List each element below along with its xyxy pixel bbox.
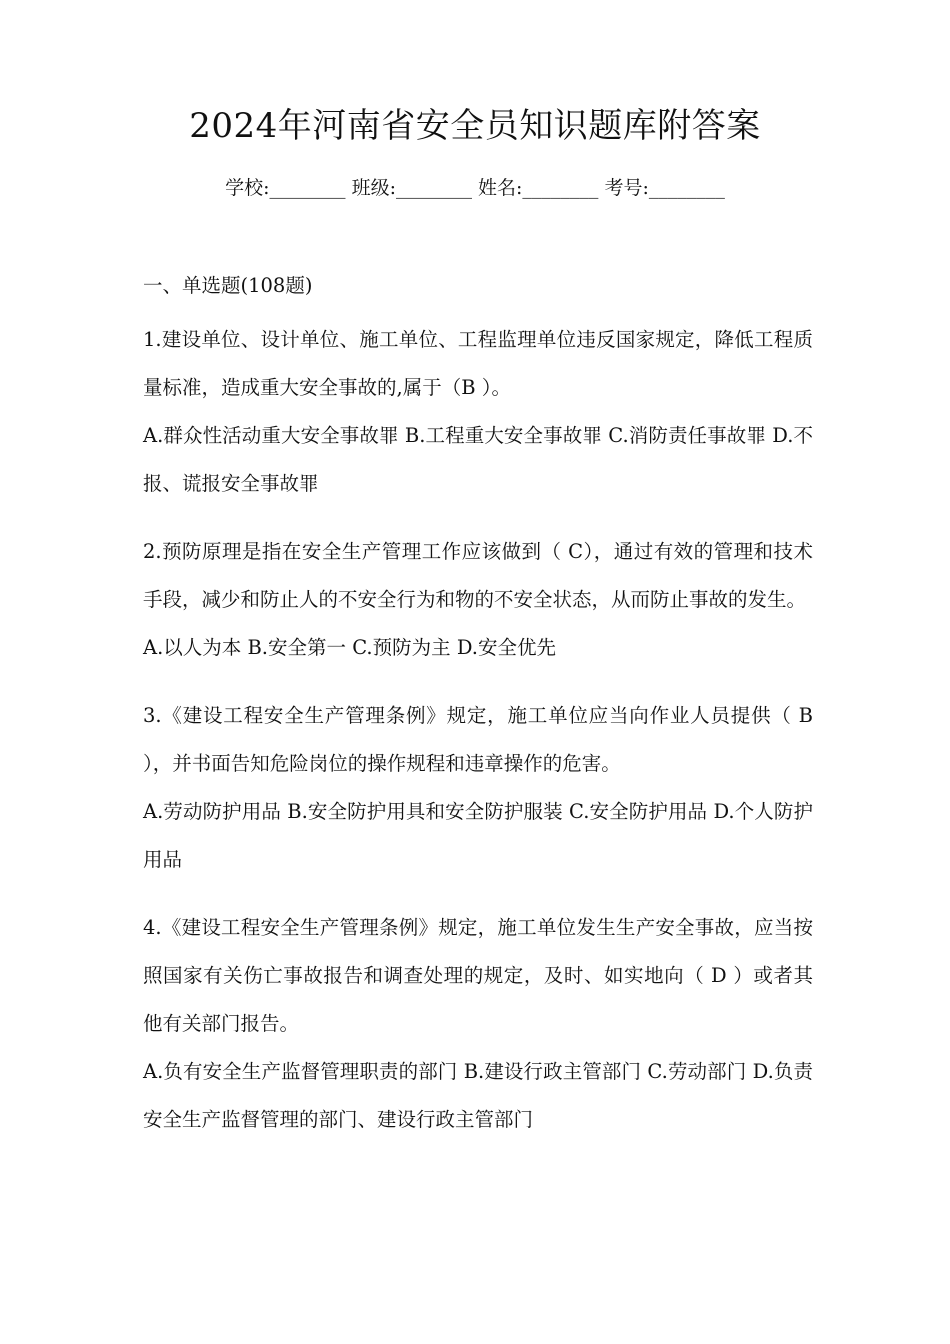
question-stem: 2.预防原理是指在安全生产管理工作应该做到（ C），通过有效的管理和技术手段，减少和防止人的不安全行为和物的不安全状态，从而防止事故的发生。 bbox=[143, 540, 813, 611]
question-stem: 3.《建设工程安全生产管理条例》规定，施工单位应当向作业人员提供（ B ），并书面告知危险岗位的操作规程和违章操作的危害。 bbox=[143, 704, 813, 775]
question-stem: 4.《建设工程安全生产管理条例》规定，施工单位发生生产安全事故，应当按照国家有关伤亡事故报告和调查处理的规定，及时、如实地向（ D ）或者其他有关部门报告。 bbox=[143, 916, 813, 1035]
question-options: A.以人为本 B.安全第一 C.预防为主 D.安全优先 bbox=[143, 636, 556, 659]
question-item bbox=[143, 316, 813, 508]
question-item bbox=[143, 904, 813, 1144]
document-body bbox=[143, 268, 813, 1164]
question-item bbox=[143, 692, 813, 884]
question-stem: 1.建设单位、设计单位、施工单位、工程监理单位违反国家规定，降低工程质量标准，造成重大安全事故的,属于（B ）。 bbox=[143, 328, 813, 399]
student-info-line: 学校:________ 班级:________ 姓名:________ 考号:________ bbox=[225, 177, 725, 199]
document-title: 2024年河南省安全员知识题库附答案 bbox=[189, 106, 761, 146]
question-options: A.群众性活动重大安全事故罪 B.工程重大安全事故罪 C.消防责任事故罪 D.不报、谎报安全事故罪 bbox=[143, 424, 813, 495]
question-options: A.劳动防护用品 B.安全防护用具和安全防护服装 C.安全防护用品 D.个人防护用品 bbox=[143, 800, 813, 871]
section-heading: 一、单选题(108题) bbox=[143, 274, 313, 297]
question-options: A.负有安全生产监督管理职责的部门 B.建设行政主管部门 C.劳动部门 D.负责安全生产监督管理的部门、建设行政主管部门 bbox=[143, 1060, 813, 1131]
question-item bbox=[143, 528, 813, 672]
